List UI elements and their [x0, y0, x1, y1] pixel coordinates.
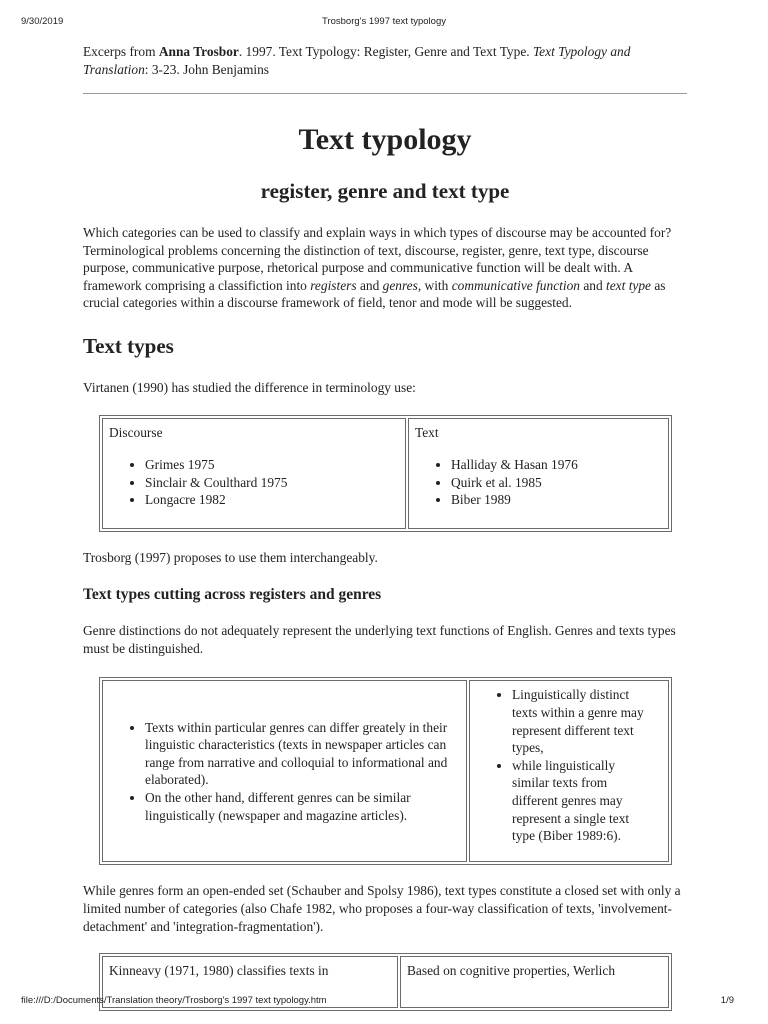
kinneavy-cell: Kinneavy (1971, 1980) classifies texts in: [102, 956, 398, 1008]
intro-em-text-type: text type: [606, 277, 651, 293]
genre-paragraph: Genre distinctions do not adequately represent the underlying text functions of English. Genres and texts types must be distinguished.: [83, 623, 676, 656]
citation-prefix: Excerps from: [83, 44, 159, 59]
intro-em-registers: registers: [310, 277, 357, 293]
terminology-table: [99, 415, 672, 532]
list-item: • On the other hand, different genres can be similar linguistically (newspaper and magazine articles).: [145, 789, 452, 824]
intro-text-2: and: [356, 277, 383, 293]
section-heading-text-types: Text types: [83, 333, 174, 358]
virtanen-paragraph: Virtanen (1990) has studied the difference in terminology use:: [83, 379, 416, 395]
citation-author: Anna Trosbor: [158, 44, 239, 59]
page-subtitle: register, genre and text type: [260, 179, 510, 203]
werlich-cell: Based on cognitive properties, Werlich: [400, 956, 669, 1008]
citation-book: Text Typology and Translation: [83, 44, 631, 77]
page-number: 1/9: [720, 995, 734, 1006]
list-item: • Quirk et al. 1985: [451, 474, 662, 492]
intro-text-1: Which categories can be used to classify and explain ways in which types of discourse may be accounted for? Terminological problems concerning the distinction of text, discourse, register, genre, text type, discourse purpose, communicative purpose, rhetorical purpose and communicative function will be dealt with. A framework comprising a classifiction into: [83, 225, 672, 293]
list-item: • Grimes 1975: [145, 456, 399, 474]
horizontal-rule: [83, 93, 687, 94]
citation: [83, 43, 687, 86]
list-item: • Biber 1989: [451, 491, 662, 509]
page-title: Text typology: [298, 123, 472, 156]
discourse-cell: [102, 418, 406, 529]
list-item: • Texts within particular genres can differ greately in their linguistic characteristics (texts in newspaper articles can range from narrative and colloquial to informational and elaborated).: [145, 719, 452, 789]
intro-text-3: , with: [417, 277, 452, 293]
text-list: [415, 456, 662, 509]
genre-right-list: [476, 686, 648, 844]
intro-text-4: and: [579, 277, 607, 293]
list-item: • Longacre 1982: [145, 491, 399, 509]
table-row: [102, 418, 669, 529]
genre-left-list: [109, 719, 452, 825]
intro-em-communicative-function: communicative function: [451, 277, 580, 293]
document-content: [83, 43, 687, 1011]
table-row: [102, 680, 669, 862]
trosborg-paragraph: Trosborg (1997) proposes to use them interchangeably.: [83, 549, 378, 565]
open-set-paragraph: While genres form an open-ended set (Schauber and Spolsy 1986), text types constitute a closed set with only a limited number of categories (also Chafe 1982, who proposes a four-way classification of texts, 'involvement-detachment' and 'integration-fragmentation').: [83, 883, 681, 934]
text-cell: [408, 418, 669, 529]
file-path: file:///D:/Documents/Translation theory/Trosborg's 1997 text typology.htm: [21, 995, 327, 1006]
discourse-list: [109, 456, 399, 509]
genre-table: [99, 677, 672, 865]
genre-right-cell: [469, 680, 669, 862]
citation-middle: . 1997. Text Typology: Register, Genre and Text Type.: [238, 44, 533, 59]
list-item: • while linguistically similar texts from different genres may represent a single text type (Biber 1989:6).: [512, 757, 648, 845]
list-item: • Halliday & Hasan 1976: [451, 456, 662, 474]
discourse-header: Discourse: [109, 424, 163, 440]
print-header: [0, 16, 768, 32]
intro-text-5: as crucial categories within a discourse framework of field, tenor and mode will be suggested.: [83, 277, 666, 311]
intro-em-genres: genres: [382, 277, 418, 293]
citation-suffix: : 3-23. John Benjamins: [144, 61, 270, 77]
print-title: Trosborg's 1997 text typology: [322, 16, 446, 27]
print-date: 9/30/2019: [21, 16, 64, 27]
genre-left-cell: [102, 680, 467, 862]
text-header: Text: [415, 424, 439, 440]
print-footer: [0, 995, 768, 1011]
section-heading-cutting-across: Text types cutting across registers and genres: [83, 586, 382, 604]
list-item: • Linguistically distinct texts within a genre may represent different text types,: [512, 686, 648, 756]
list-item: • Sinclair & Coulthard 1975: [145, 474, 399, 492]
intro-paragraph: [83, 224, 687, 312]
